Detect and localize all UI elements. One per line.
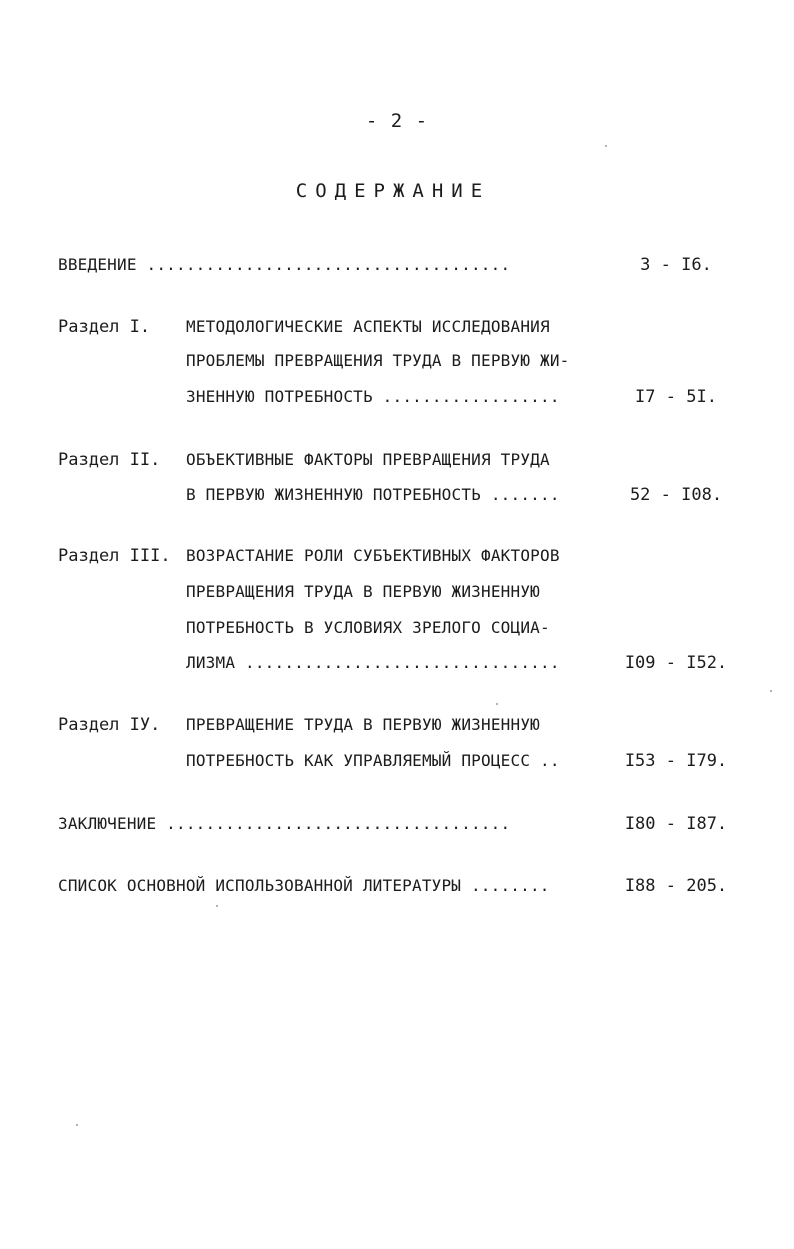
entry-pages: 52 - I08. [629, 485, 723, 505]
entry-pages: 3 - I6. [640, 255, 712, 275]
entry-line [0, 314, 794, 340]
scan-speck [496, 703, 498, 705]
entry-line [0, 384, 794, 410]
entry-text: ПРОБЛЕМЫ ПРЕВРАЩЕНИЯ ТРУДА В ПЕРВУЮ ЖИ- [186, 351, 570, 370]
entry-text: ВВЕДЕНИЕ ..................................... [58, 255, 511, 274]
toc-entry-conclusion [0, 811, 794, 837]
entry-text: ПОТРЕБНОСТЬ КАК УПРАВЛЯЕМЫЙ ПРОЦЕСС .. [186, 751, 560, 770]
entry-pages: I53 - I79. [624, 751, 728, 771]
entry-text: ЛИЗМА ................................ [186, 653, 560, 672]
entry-text: ПОТРЕБНОСТЬ В УСЛОВИЯХ ЗРЕЛОГО СОЦИА- [186, 618, 550, 637]
entry-pages: I88 - 205. [624, 876, 728, 896]
entry-text: ПРЕВРАЩЕНИЕ ТРУДА В ПЕРВУЮ ЖИЗНЕННУЮ [186, 715, 540, 734]
entry-line [0, 482, 794, 508]
entry-text: ЗАКЛЮЧЕНИЕ ................................... [58, 814, 511, 833]
entry-line [0, 650, 794, 676]
entry-text: ЗНЕННУЮ ПОТРЕБНОСТЬ .................. [186, 387, 560, 406]
entry-text: ПРЕВРАЩЕНИЯ ТРУДА В ПЕРВУЮ ЖИЗНЕННУЮ [186, 582, 540, 601]
entry-line [0, 712, 794, 738]
page-number: - 2 - [365, 110, 429, 132]
toc-entry-bibliography [0, 873, 794, 899]
entry-text: В ПЕРВУЮ ЖИЗНЕННУЮ ПОТРЕБНОСТЬ ....... [186, 485, 560, 504]
section-label: Раздел III. [58, 546, 171, 566]
entry-line [0, 543, 794, 569]
entry-line [0, 579, 794, 605]
section-label: Раздел II. [58, 450, 161, 470]
section-label: Раздел IУ. [58, 715, 161, 735]
entry-text: МЕТОДОЛОГИЧЕСКИЕ АСПЕКТЫ ИССЛЕДОВАНИЯ [186, 317, 550, 336]
entry-line [0, 447, 794, 473]
entry-line [0, 348, 794, 374]
entry-text: ВОЗРАСТАНИЕ РОЛИ СУБЪЕКТИВНЫХ ФАКТОРОВ [186, 546, 560, 565]
scan-speck [216, 905, 218, 907]
entry-pages: I80 - I87. [624, 814, 728, 834]
entry-line [0, 615, 794, 641]
section-label: Раздел I. [58, 317, 151, 337]
scan-speck [605, 145, 607, 147]
toc-title: СОДЕРЖАНИЕ [295, 180, 491, 202]
entry-pages: I7 - 5I. [635, 387, 717, 407]
toc-entry-introduction [0, 252, 794, 278]
entry-text: ОБЪЕКТИВНЫЕ ФАКТОРЫ ПРЕВРАЩЕНИЯ ТРУДА [186, 450, 550, 469]
entry-line [0, 748, 794, 774]
scan-speck [76, 1124, 78, 1126]
entry-pages: I09 - I52. [624, 653, 728, 673]
scan-speck [770, 690, 772, 692]
entry-text: СПИСОК ОСНОВНОЙ ИСПОЛЬЗОВАННОЙ ЛИТЕРАТУРЫ ........ [58, 876, 550, 895]
